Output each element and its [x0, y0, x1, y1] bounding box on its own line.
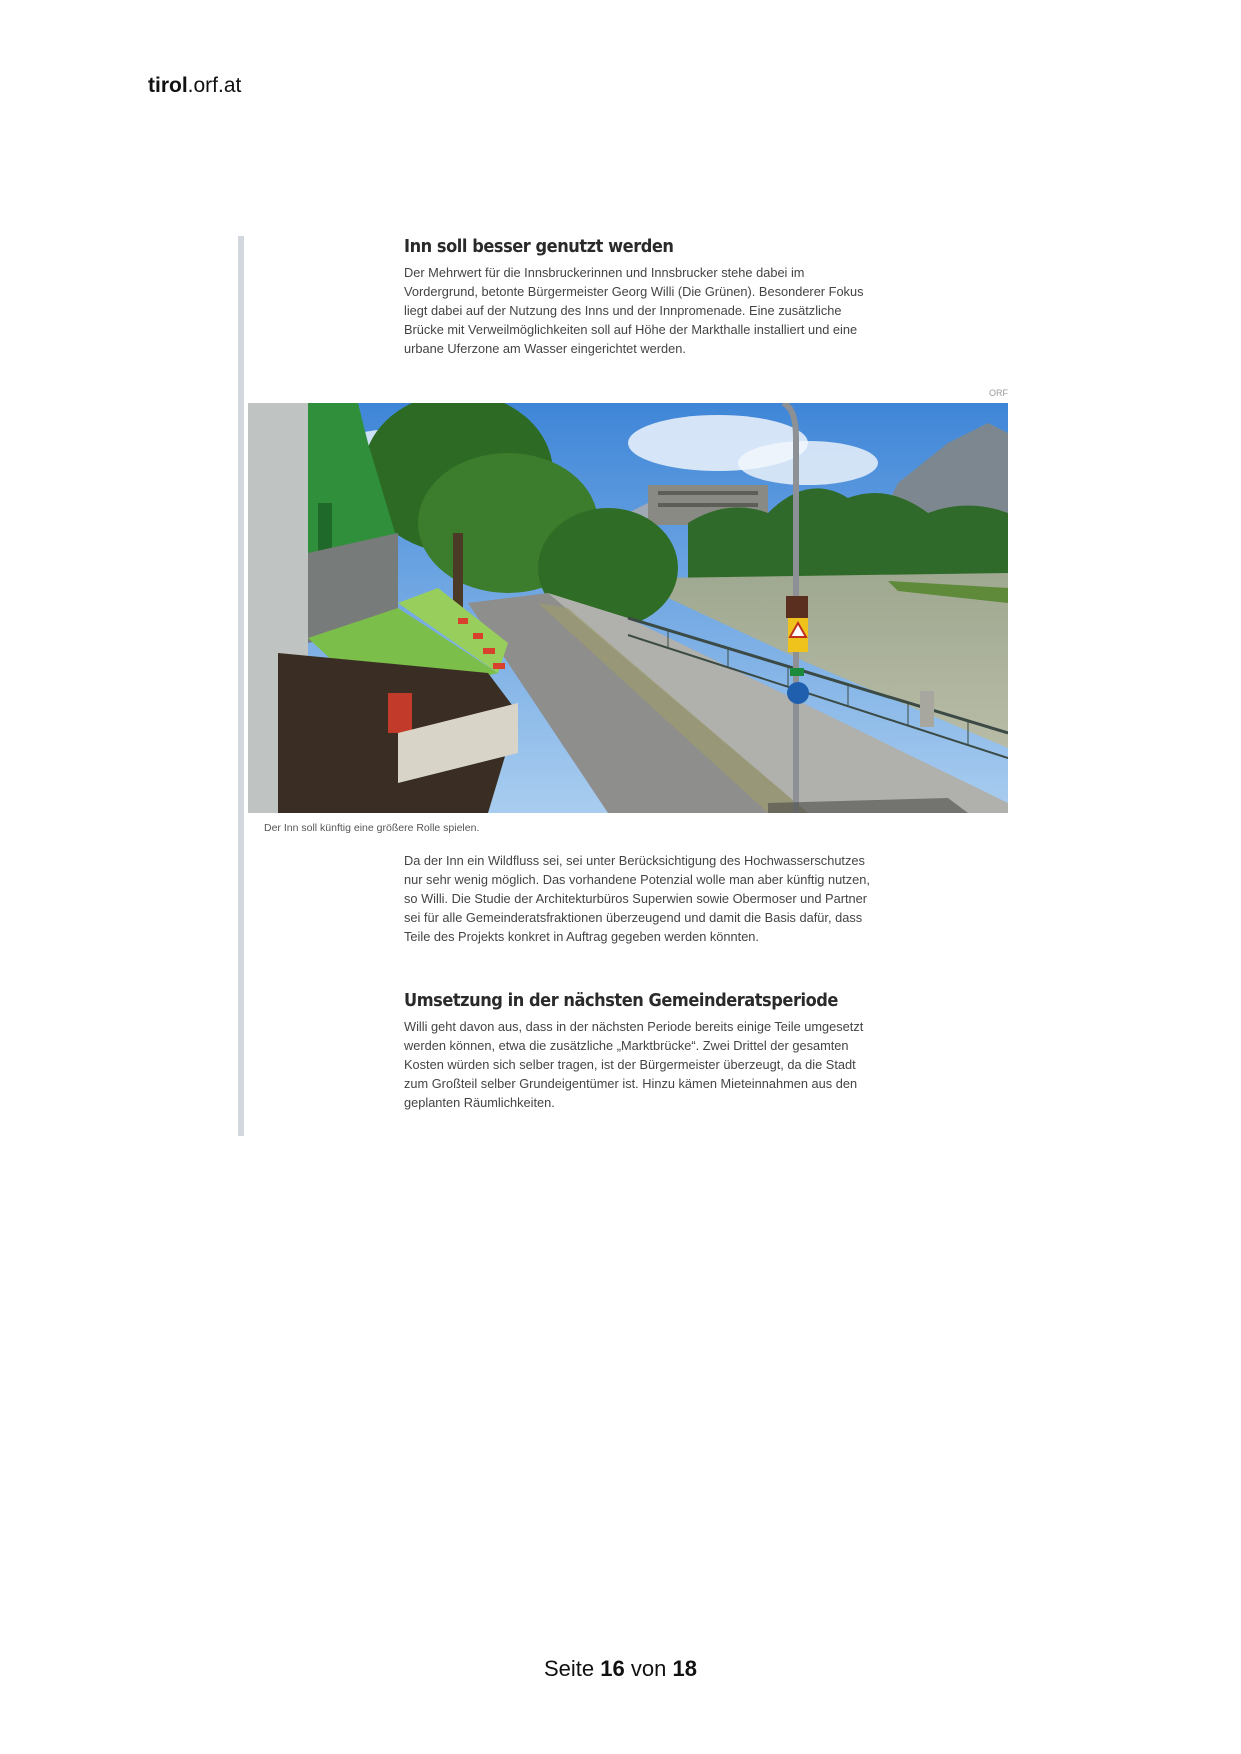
- section-1: [404, 236, 874, 358]
- page-of: von: [630, 1656, 667, 1681]
- page-footer: [0, 1656, 1241, 1682]
- page-total: 18: [672, 1656, 697, 1681]
- image-caption: Der Inn soll künftig eine größere Rolle spielen.: [264, 822, 480, 834]
- paragraph-wildfluss: Da der Inn ein Wildfluss sei, sei unter Berücksichtigung des Hochwasserschutzes nur sehr wenig möglich. Das vorhandene Potenzial wolle man aber künftig nutzen, so Willi. Die Studie der Architekturbüros Superwien sowie Obermoser und Partner sei für alle Gemeinderatsfraktionen überzeugend und damit die Basis dafür, dass Teile des Projekts konkret in Auftrag gegeben werden könnten.: [404, 853, 870, 944]
- heading-inn: Inn soll besser genutzt werden: [404, 236, 674, 257]
- section-2: [404, 851, 874, 946]
- page-word: Seite: [544, 1656, 595, 1681]
- inn-promenade-photo: [248, 403, 1008, 813]
- site-name-domain: .orf.at: [187, 74, 242, 97]
- site-name-bold: tirol: [148, 74, 188, 97]
- paragraph-intro: Der Mehrwert für die Innsbruckerinnen und Innsbrucker stehe dabei im Vordergrund, betonte Bürgermeister Georg Willi (Die Grünen). Besonderer Fokus liegt dabei auf der Nutzung des Inns und der Innpromenade. Eine zusätzliche Brücke mit Verweilmöglichkeiten soll auf Höhe der Markthalle installiert und eine urbane Uferzone am Wasser eingerichtet werden.: [404, 265, 864, 356]
- article-clipping: [238, 236, 1010, 1136]
- site-header: [148, 74, 241, 98]
- section-3: [404, 990, 874, 1112]
- paragraph-umsetzung: Willi geht davon aus, dass in der nächsten Periode bereits einige Teile umgesetzt werden können, etwa die zusätzliche „Marktbrücke“. Zwei Drittel der gesamten Kosten würden sich selber tragen, ist der Bürgermeister überzeugt, da die Stadt zum Großteil selber Grundeigentümer ist. Hinzu kämen Mieteinnahmen aus den geplanten Räumlichkeiten.: [404, 1019, 864, 1110]
- heading-umsetzung: Umsetzung in der nächsten Gemeinderatsperiode: [404, 990, 838, 1011]
- page-current: 16: [600, 1656, 625, 1681]
- image-credit: ORF: [989, 388, 1008, 398]
